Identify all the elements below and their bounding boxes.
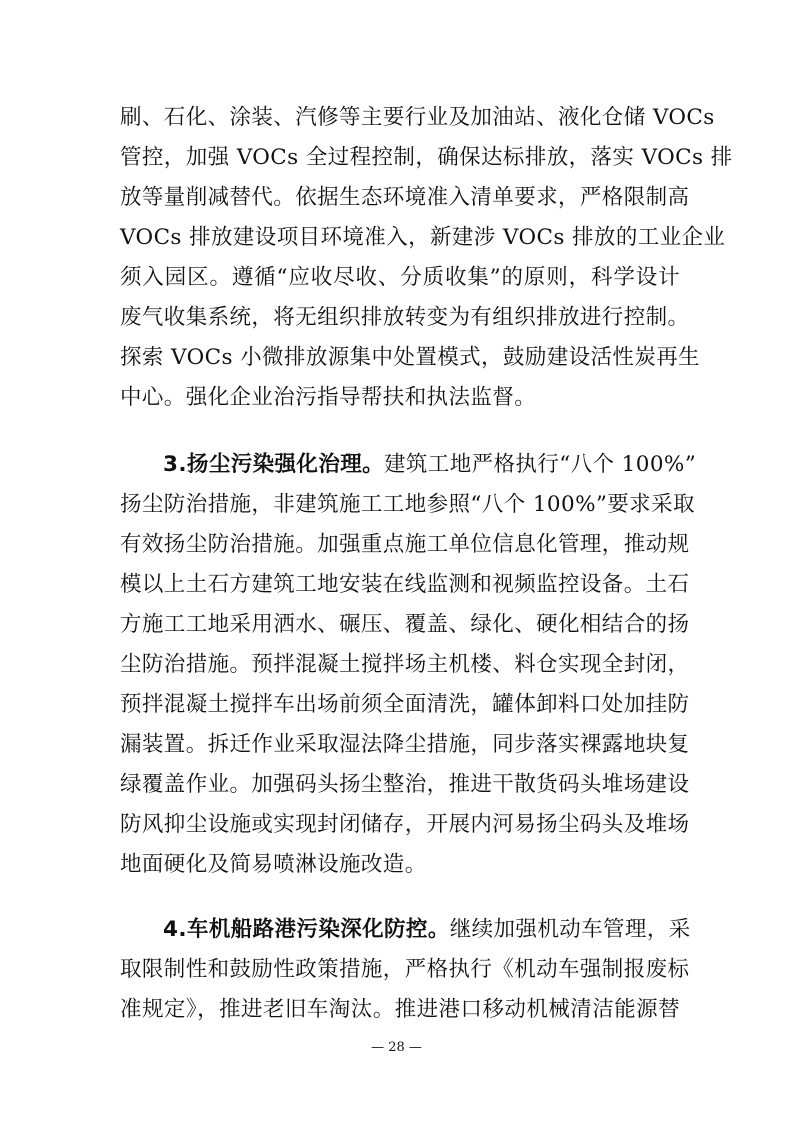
body-line: 方施工工地采用洒水、碾压、覆盖、绿化、硬化相结合的扬	[120, 612, 690, 637]
body-line: 模以上土石方建筑工地安装在线监测和视频监控设备。土石	[120, 572, 690, 597]
body-line: 放等量削减替代。依据生态环境准入清单要求，严格限制高	[120, 185, 690, 210]
section-heading: 4.车机船路港污染深化防控。	[163, 917, 450, 942]
body-line: 漏装置。拆迁作业采取湿法降尘措施，同步落实裸露地块复	[120, 732, 690, 757]
body-line: 准规定》，推进老旧车淘汰。推进港口移动机械清洁能源替	[120, 997, 680, 1022]
section-first-line-text: 建筑工地严格执行“八个 100%”	[384, 452, 697, 477]
body-line: 须入园区。遵循“应收尽收、分质收集”的原则，科学设计	[120, 265, 680, 290]
body-line: 管控，加强 VOCs 全过程控制，确保达标排放，落实 VOCs 排	[120, 145, 733, 170]
body-line: VOCs 排放建设项目环境准入，新建涉 VOCs 排放的工业企业	[120, 225, 726, 250]
body-line: 废气收集系统，将无组织排放转变为有组织排放进行控制。	[120, 305, 690, 330]
body-line: 取限制性和鼓励性政策措施，严格执行《机动车强制报废标	[120, 957, 690, 982]
section-first-line-text: 继续加强机动车管理，采	[449, 917, 691, 942]
body-line: 绿覆盖作业。加强码头扬尘整治，推进干散货码头堆场建设	[120, 772, 690, 797]
body-line: 预拌混凝土搅拌车出场前须全面清洗，罐体卸料口处加挂防	[120, 692, 690, 717]
body-line: 刷、石化、涂装、汽修等主要行业及加油站、液化仓储 VOCs	[120, 105, 715, 130]
body-line: 有效扬尘防治措施。加强重点施工单位信息化管理，推动规	[120, 532, 690, 557]
body-line: 中心。强化企业治污指导帮扶和执法监督。	[120, 385, 537, 410]
section-first-line	[163, 915, 691, 945]
body-line: 防风抑尘设施或实现封闭储存，开展内河易扬尘码头及堆场	[120, 812, 690, 837]
page-number: — 28 —	[371, 1040, 422, 1055]
section-first-line	[163, 450, 697, 480]
section-heading: 3.扬尘污染强化治理。	[163, 452, 385, 477]
body-line: 扬尘防治措施，非建筑施工工地参照“八个 100%”要求采取	[120, 492, 695, 517]
body-line: 探索 VOCs 小微排放源集中处置模式，鼓励建设活性炭再生	[120, 345, 701, 370]
body-line: 地面硬化及简易喷淋设施改造。	[120, 852, 427, 877]
body-line: 尘防治措施。预拌混凝土搅拌场主机楼、料仓实现全封闭，	[120, 652, 690, 677]
